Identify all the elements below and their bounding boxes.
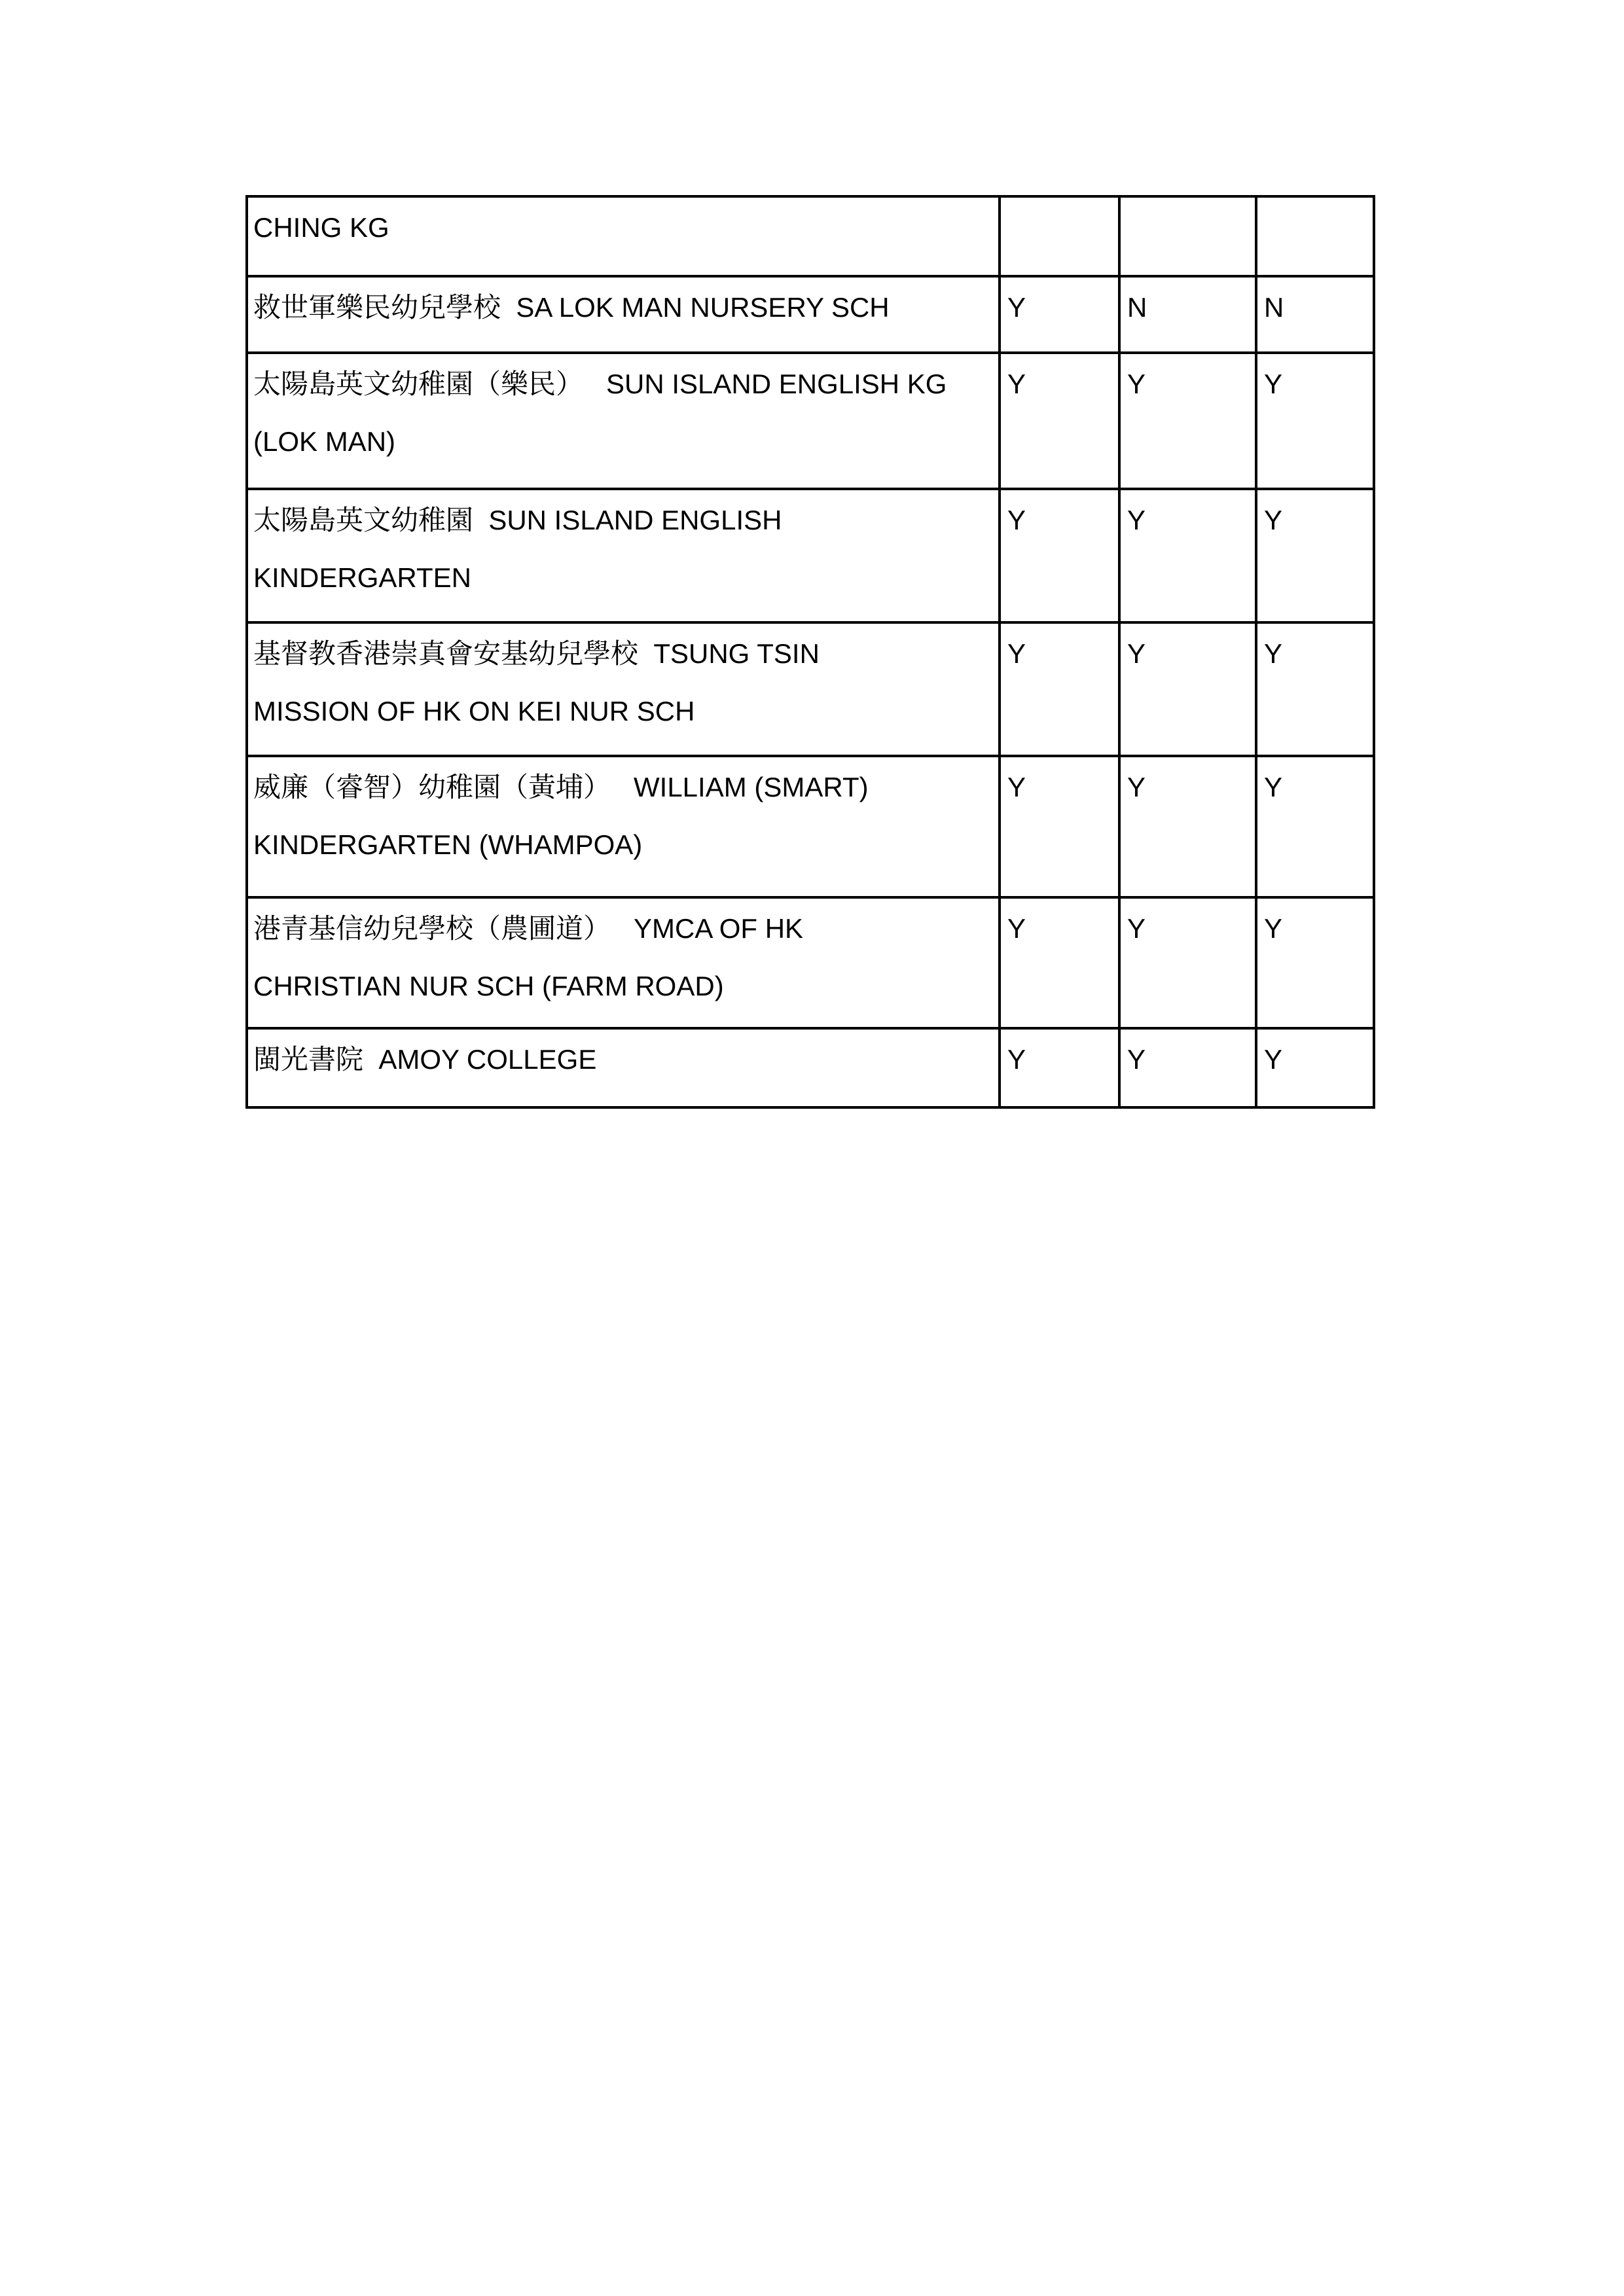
mark-cell-3 xyxy=(1256,489,1374,622)
school-name-line: 威廉（睿智）幼稚園（黃埔） WILLIAM (SMART) xyxy=(253,772,869,802)
school-name-line: 救世軍樂民幼兒學校 SA LOK MAN NURSERY SCH xyxy=(253,292,890,323)
mark-value: Y xyxy=(1264,772,1283,802)
school-table xyxy=(245,195,1375,1109)
school-name-cell xyxy=(247,276,1000,353)
school-name-cell xyxy=(247,1028,1000,1107)
mark-value: Y xyxy=(1127,772,1146,802)
mark-value: Y xyxy=(1007,1044,1026,1075)
table-row xyxy=(247,353,1374,489)
mark-cell-1 xyxy=(1000,276,1119,353)
mark-value: Y xyxy=(1007,368,1026,399)
mark-value: Y xyxy=(1127,913,1146,944)
mark-value: Y xyxy=(1127,368,1146,399)
mark-cell-3 xyxy=(1256,622,1374,756)
table-row xyxy=(247,489,1374,622)
school-name-cell xyxy=(247,196,1000,276)
mark-cell-3 xyxy=(1256,196,1374,276)
mark-cell-3 xyxy=(1256,353,1374,489)
mark-value: Y xyxy=(1127,505,1146,535)
mark-value: N xyxy=(1264,292,1284,323)
mark-cell-3 xyxy=(1256,276,1374,353)
school-name-line: CHING KG xyxy=(253,212,389,243)
school-name-cell xyxy=(247,353,1000,489)
mark-cell-3 xyxy=(1256,897,1374,1028)
mark-value: Y xyxy=(1007,772,1026,802)
mark-cell-1 xyxy=(1000,196,1119,276)
mark-cell-2 xyxy=(1119,276,1256,353)
table-row xyxy=(247,897,1374,1028)
school-name-cell xyxy=(247,489,1000,622)
mark-cell-2 xyxy=(1119,622,1256,756)
school-name-line: (LOK MAN) xyxy=(253,426,396,457)
mark-cell-2 xyxy=(1119,353,1256,489)
mark-value: Y xyxy=(1127,1044,1146,1075)
mark-cell-1 xyxy=(1000,353,1119,489)
school-name-line: 港青基信幼兒學校（農圃道） YMCA OF HK xyxy=(253,913,804,944)
mark-cell-2 xyxy=(1119,489,1256,622)
mark-cell-3 xyxy=(1256,1028,1374,1107)
mark-cell-1 xyxy=(1000,756,1119,897)
school-name-line: 基督教香港崇真會安基幼兒學校 TSUNG TSIN xyxy=(253,638,820,669)
school-name-line: MISSION OF HK ON KEI NUR SCH xyxy=(253,696,695,726)
school-name-cell xyxy=(247,897,1000,1028)
mark-value: Y xyxy=(1264,638,1283,669)
mark-value: Y xyxy=(1007,505,1026,535)
school-name-cell xyxy=(247,756,1000,897)
mark-cell-2 xyxy=(1119,196,1256,276)
school-name-line: KINDERGARTEN (WHAMPOA) xyxy=(253,829,643,860)
school-name-cell xyxy=(247,622,1000,756)
mark-value: Y xyxy=(1264,368,1283,399)
mark-cell-1 xyxy=(1000,1028,1119,1107)
mark-value: Y xyxy=(1127,638,1146,669)
school-table-body xyxy=(247,196,1374,1107)
mark-cell-3 xyxy=(1256,756,1374,897)
mark-cell-1 xyxy=(1000,622,1119,756)
table-row xyxy=(247,622,1374,756)
table-row xyxy=(247,756,1374,897)
mark-value: Y xyxy=(1264,505,1283,535)
mark-value: Y xyxy=(1264,1044,1283,1075)
school-name-line: 閩光書院 AMOY COLLEGE xyxy=(253,1044,597,1075)
school-name-line: KINDERGARTEN xyxy=(253,562,471,593)
table-row xyxy=(247,196,1374,276)
mark-cell-1 xyxy=(1000,897,1119,1028)
school-name-line: CHRISTIAN NUR SCH (FARM ROAD) xyxy=(253,971,724,1001)
mark-cell-1 xyxy=(1000,489,1119,622)
table-row xyxy=(247,1028,1374,1107)
mark-value: N xyxy=(1127,292,1147,323)
mark-cell-2 xyxy=(1119,1028,1256,1107)
mark-value: Y xyxy=(1264,913,1283,944)
school-name-line: 太陽島英文幼稚園（樂民） SUN ISLAND ENGLISH KG xyxy=(253,368,947,399)
mark-value: Y xyxy=(1007,638,1026,669)
mark-value: Y xyxy=(1007,292,1026,323)
school-name-line: 太陽島英文幼稚園 SUN ISLAND ENGLISH xyxy=(253,505,782,535)
mark-value: Y xyxy=(1007,913,1026,944)
table-row xyxy=(247,276,1374,353)
mark-cell-2 xyxy=(1119,897,1256,1028)
mark-cell-2 xyxy=(1119,756,1256,897)
